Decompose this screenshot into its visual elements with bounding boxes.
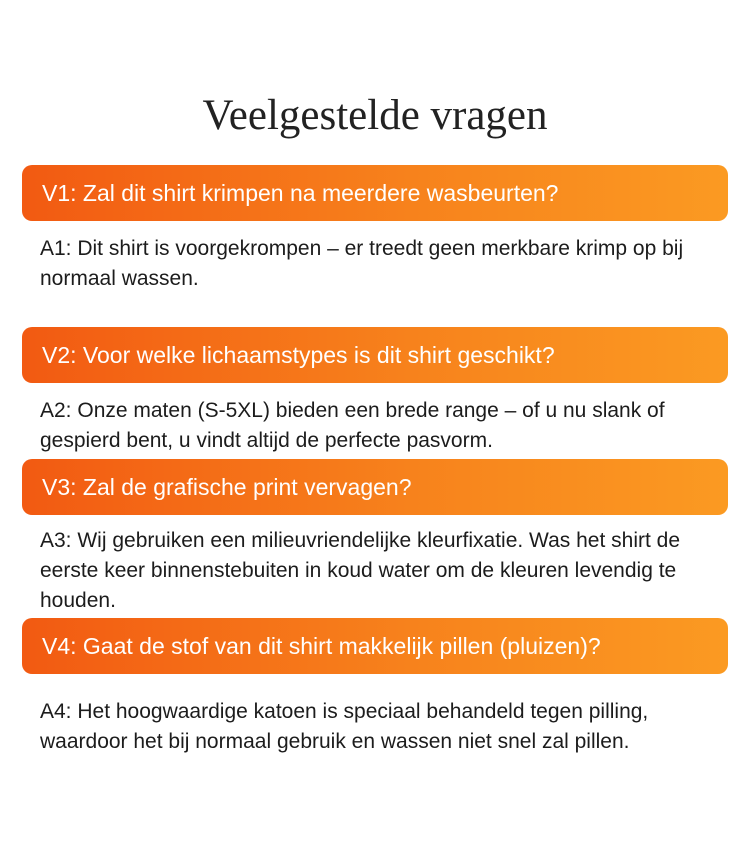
faq-answer-3: A3: Wij gebruiken een milieuvriendelijke kleurfixatie. Was het shirt de eerste keer binnenstebuiten in koud water om de kleuren levendig te houden.: [40, 529, 681, 612]
faq-answer-4: A4: Het hoogwaardige katoen is speciaal behandeld tegen pilling, waardoor het bij normaal gebruik en wassen niet snel zal pillen.: [40, 700, 649, 753]
faq-answer-2: A2: Onze maten (S-5XL) bieden een brede range – of u nu slank of gespierd bent, u vindt altijd de perfecte pasvorm.: [40, 399, 665, 452]
page-title: Veelgestelde vragen: [202, 92, 548, 139]
faq-question-1[interactable]: V1: Zal dit shirt krimpen na meerdere wasbeurten?: [22, 165, 728, 221]
faq-question-2[interactable]: V2: Voor welke lichaamstypes is dit shirt geschikt?: [22, 327, 728, 383]
faq-question-4[interactable]: V4: Gaat de stof van dit shirt makkelijk pillen (pluizen)?: [22, 618, 728, 674]
faq-answer-1: A1: Dit shirt is voorgekrompen – er treedt geen merkbare krimp op bij normaal wassen.: [40, 237, 684, 290]
faq-question-3[interactable]: V3: Zal de grafische print vervagen?: [22, 459, 728, 515]
